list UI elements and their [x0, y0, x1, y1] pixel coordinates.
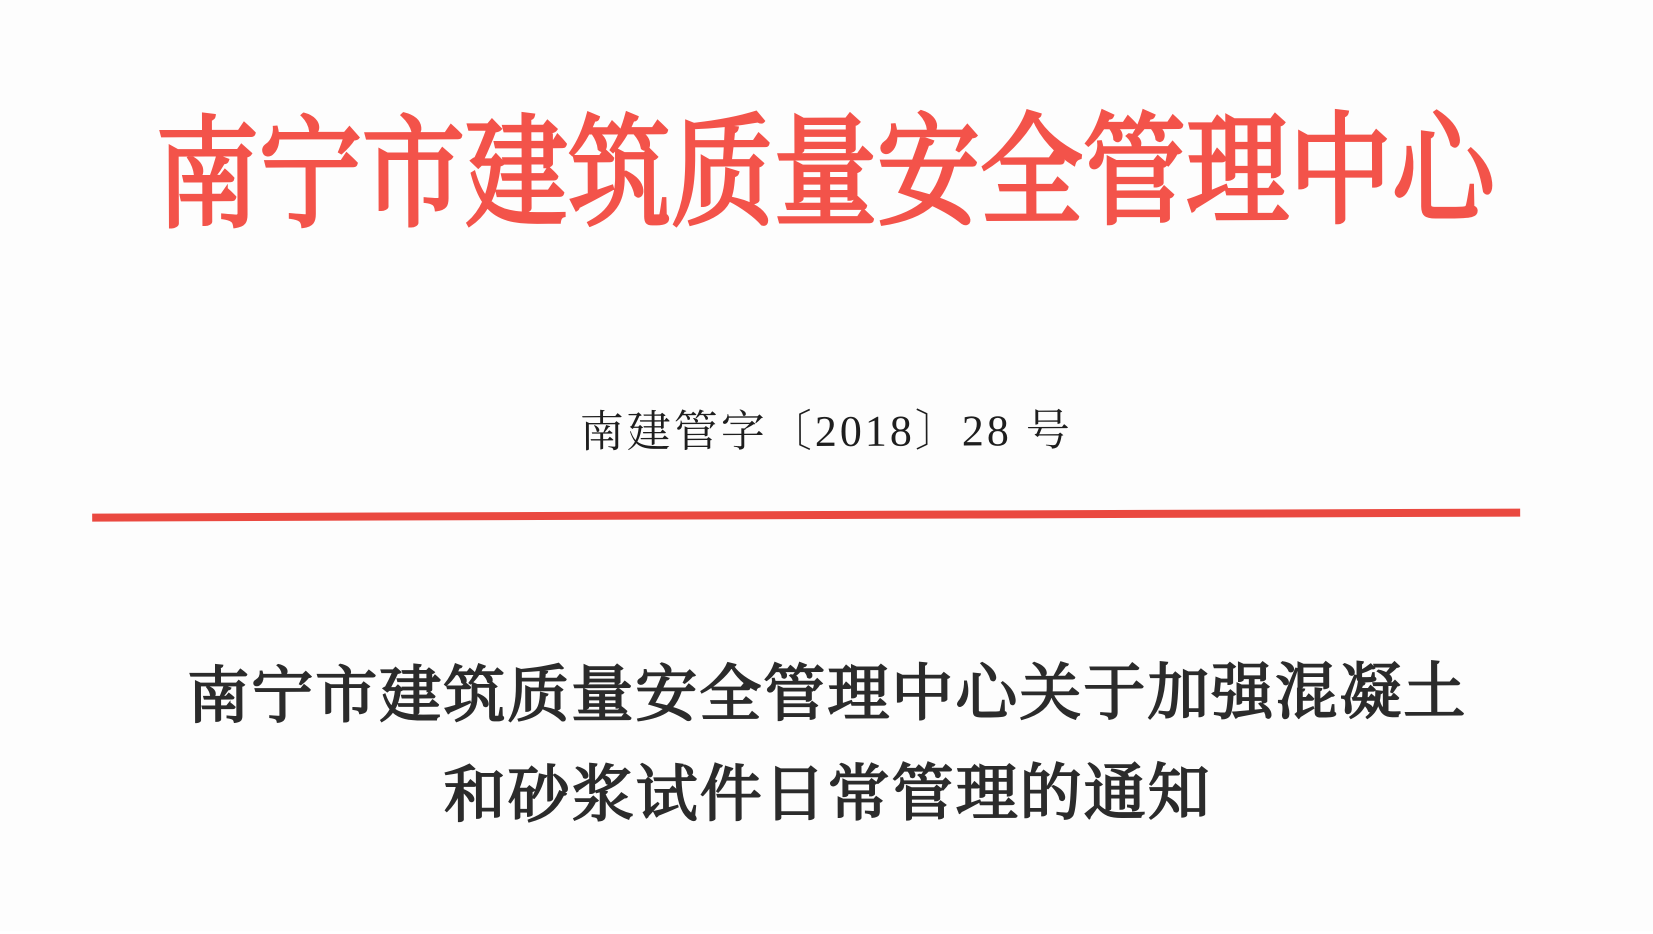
document-number: 南建管字〔2018〕28 号	[579, 406, 1073, 457]
agency-header-title: 南宁市建筑质量安全管理中心	[155, 104, 1496, 245]
document-title-line-2: 和砂浆试件日常管理的通知	[443, 759, 1212, 831]
document-title	[1, 642, 1653, 848]
header-separator-rule	[92, 509, 1520, 522]
document-title-line-1: 南宁市建筑质量安全管理中心关于加强混凝土	[187, 658, 1468, 732]
